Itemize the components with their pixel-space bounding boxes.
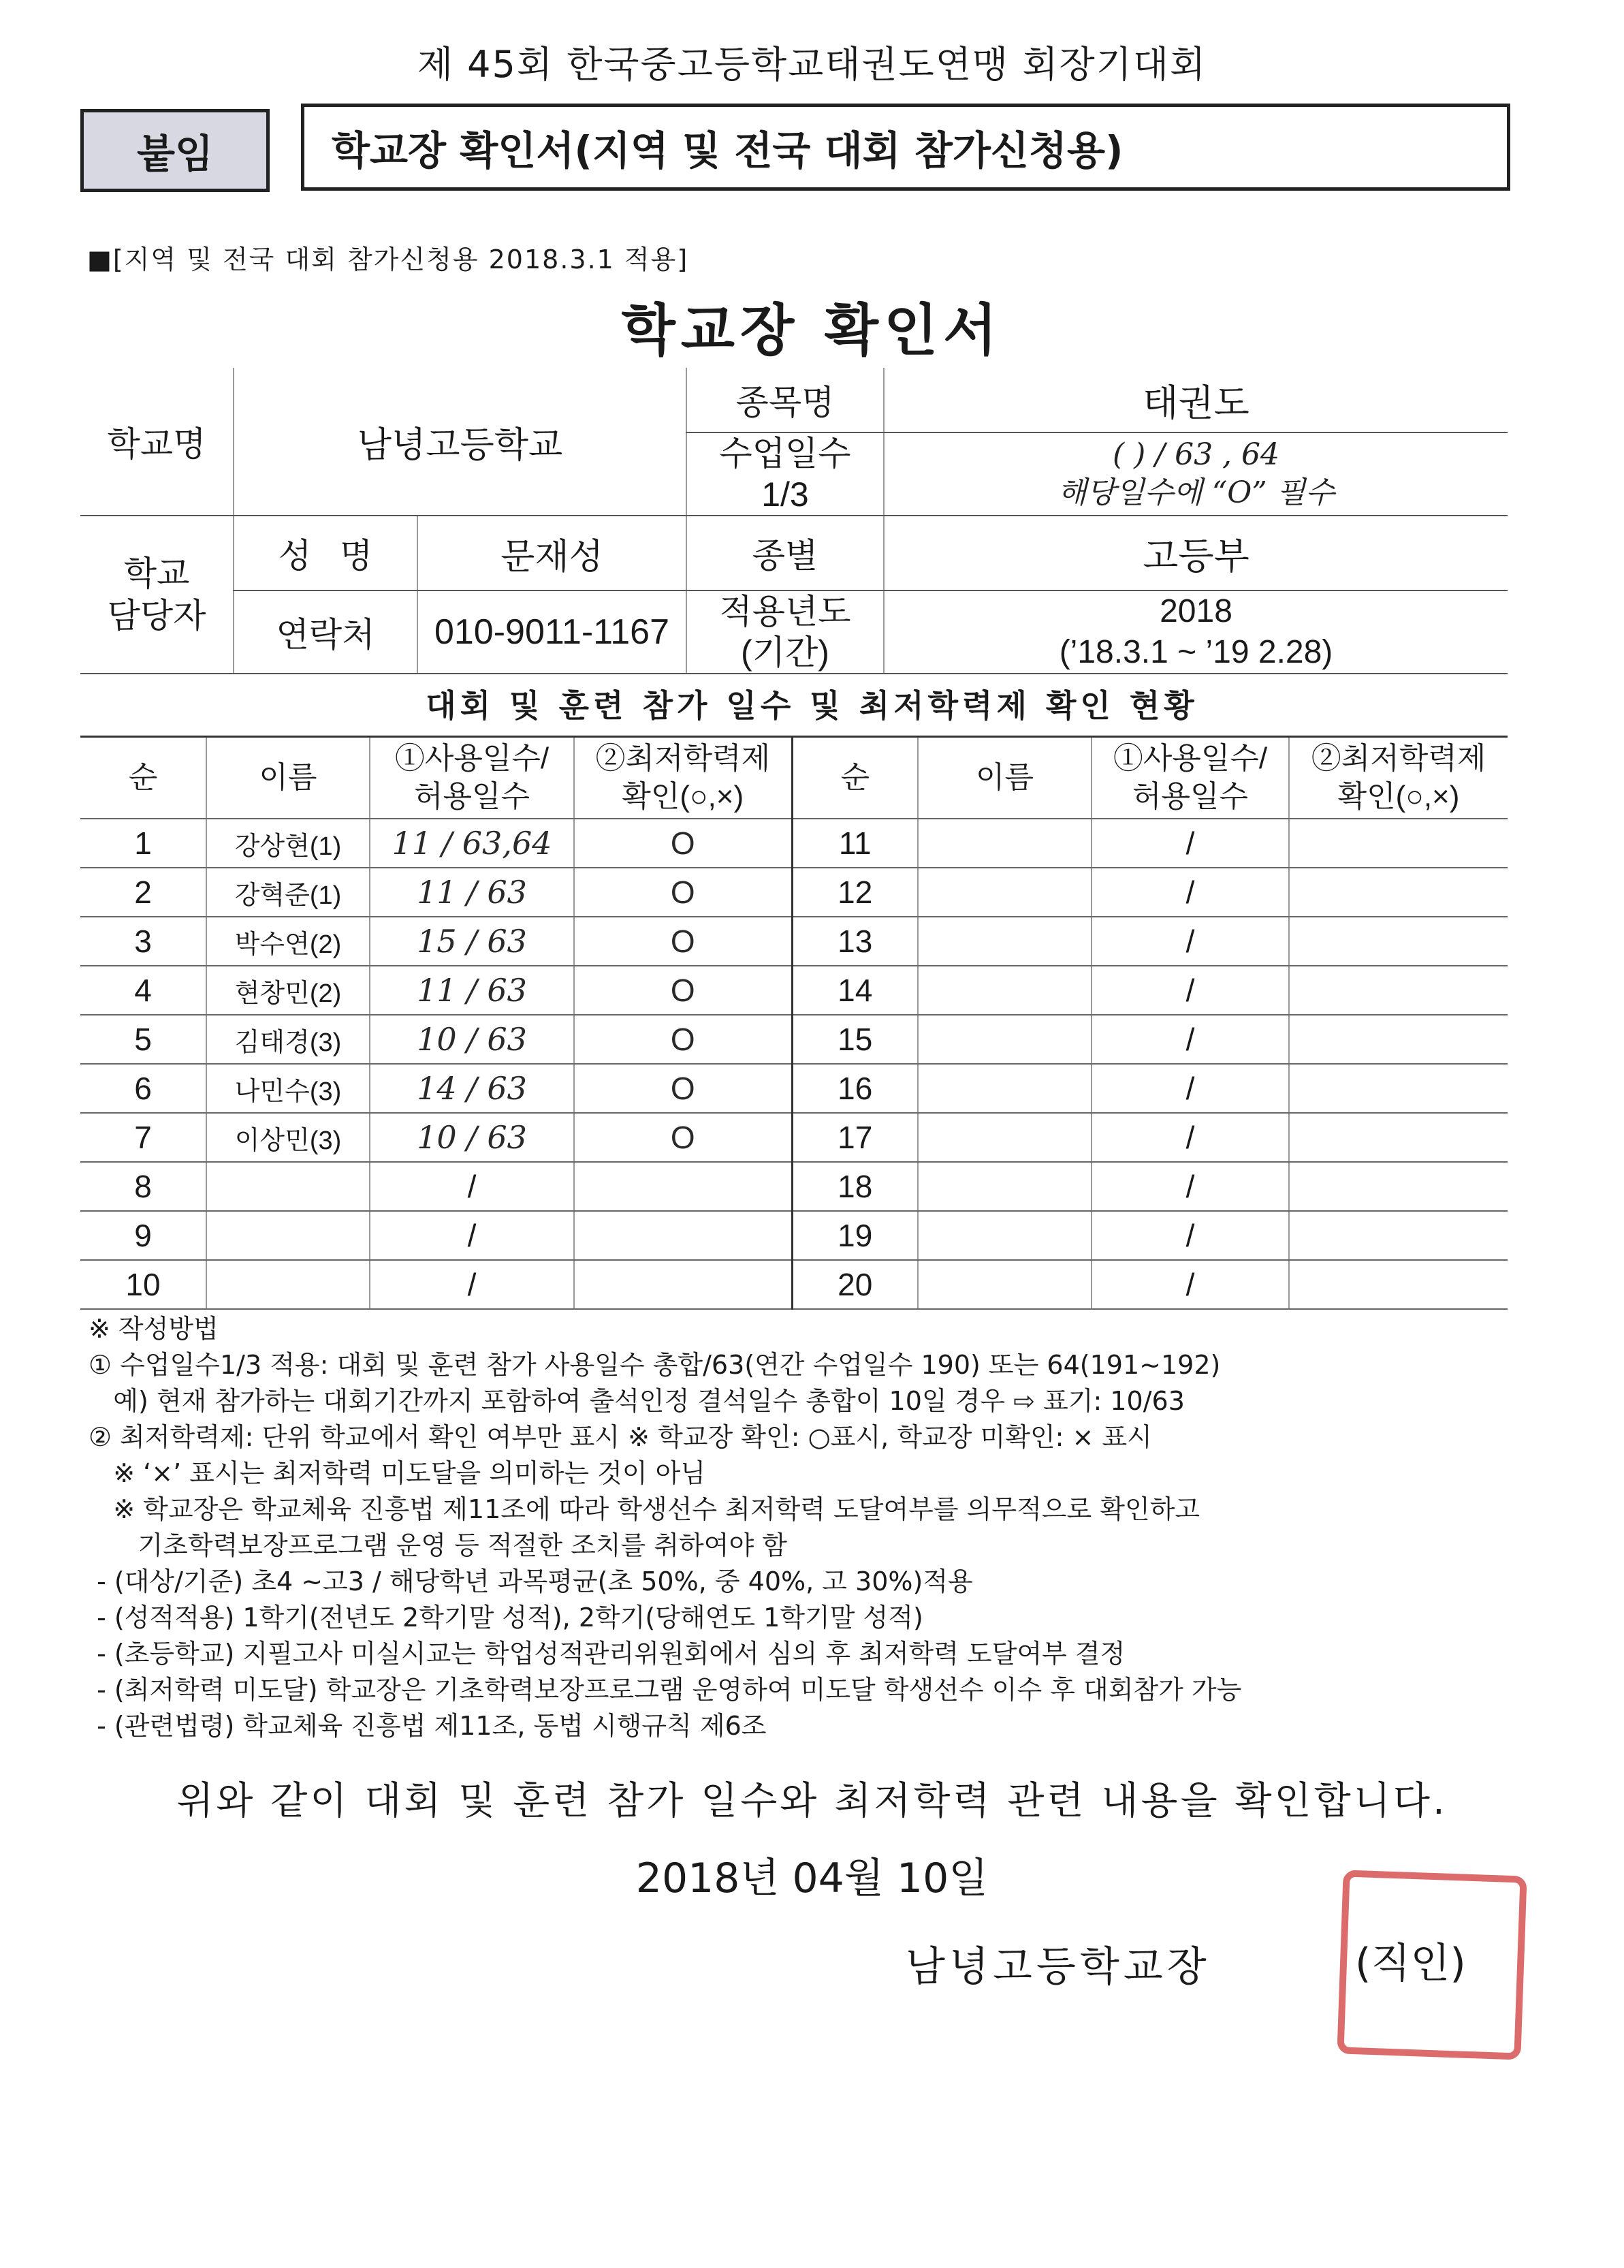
- table-row: [80, 966, 1508, 1015]
- row-no: 7: [80, 1113, 206, 1162]
- days-label: [686, 432, 884, 516]
- instruction-line: - (초등학교) 지필고사 미실시교는 학업성적관리위원회에서 심의 후 최저학력 도달여부 결정: [89, 1639, 1126, 1669]
- instruction-line: 기초학력보장프로그램 운영 등 적절한 조치를 취하여야 함: [89, 1530, 787, 1560]
- row-usage: 11 / 63: [370, 868, 574, 917]
- days-value: ( ) / 63 , 64: [1112, 437, 1280, 472]
- header-min-line2: 확인(○,×): [622, 780, 744, 813]
- instruction-line: - (대상/기준) 초4 ~고3 / 해당학년 과목평균(초 50%, 중 40%, 고 30%)적용: [89, 1566, 973, 1596]
- header-name: 이름: [206, 737, 370, 819]
- year-value: 2018: [1160, 593, 1232, 629]
- header-usage: [370, 737, 574, 819]
- table-row: [80, 1162, 1508, 1211]
- row-usage-right: /: [1092, 1015, 1289, 1064]
- header-min-right-line2: 확인(○,×): [1337, 780, 1460, 813]
- event-title: 제 45회 한국중고등학교태권도연맹 회장기대회: [417, 43, 1207, 86]
- document-title: 학교장 확인서: [621, 298, 1003, 363]
- name-value: 문재성: [417, 516, 686, 590]
- name-label: 성 명: [234, 516, 417, 590]
- header-usage-right: [1092, 737, 1289, 819]
- row-name: 김태경(3): [206, 1015, 370, 1064]
- header-no: 순: [80, 737, 206, 819]
- row-usage: 11 / 63: [370, 966, 574, 1015]
- attachment-badge: 붙임: [80, 109, 270, 192]
- header-min-line1: ②최저학력제: [595, 742, 771, 775]
- row-no: 1: [80, 819, 206, 868]
- row-check-right: [1289, 1260, 1508, 1309]
- header-min-right-line1: ②최저학력제: [1311, 742, 1486, 775]
- row-name: [206, 1162, 370, 1211]
- row-usage: 10 / 63: [370, 1113, 574, 1162]
- row-usage-right: /: [1092, 1064, 1289, 1113]
- table-row: [80, 1064, 1508, 1113]
- row-usage-right: /: [1092, 966, 1289, 1015]
- row-name-right: [918, 1260, 1092, 1309]
- row-usage: 11 / 63,64: [370, 819, 574, 868]
- manager-label-line1: 학교: [123, 554, 190, 593]
- table-row: [80, 1015, 1508, 1064]
- confirmation-statement: 위와 같이 대회 및 훈련 참가 일수와 최저학력 관련 내용을 확인합니다.: [176, 1779, 1448, 1823]
- table-row: [80, 1260, 1508, 1309]
- table-row: [80, 1113, 1508, 1162]
- table-row: [80, 868, 1508, 917]
- row-check-right: [1289, 1064, 1508, 1113]
- row-check: O: [574, 1064, 792, 1113]
- row-name: 현창민(2): [206, 966, 370, 1015]
- participation-table: [80, 736, 1508, 1310]
- row-no-right: 17: [792, 1113, 918, 1162]
- row-no: 8: [80, 1162, 206, 1211]
- row-check: O: [574, 819, 792, 868]
- row-usage-right: /: [1092, 1162, 1289, 1211]
- row-no-right: 13: [792, 917, 918, 966]
- row-check-right: [1289, 966, 1508, 1015]
- row-check-right: [1289, 868, 1508, 917]
- row-usage-right: /: [1092, 868, 1289, 917]
- row-name-right: [918, 917, 1092, 966]
- year-label-line2: (기간): [741, 633, 829, 672]
- row-no-right: 18: [792, 1162, 918, 1211]
- applicability-note: ■[지역 및 전국 대회 참가신청용 2018.3.1 적용]: [87, 245, 689, 274]
- row-no: 2: [80, 868, 206, 917]
- event-label: 종목명: [686, 368, 884, 432]
- row-usage-right: /: [1092, 1260, 1289, 1309]
- manager-label: [80, 516, 234, 674]
- row-no-right: 11: [792, 819, 918, 868]
- row-name: 강혁준(1): [206, 868, 370, 917]
- table-row: [80, 917, 1508, 966]
- school-value: 남녕고등학교: [234, 368, 686, 516]
- row-name-right: [918, 1113, 1092, 1162]
- row-check-right: [1289, 917, 1508, 966]
- instruction-line: - (성적적용) 1학기(전년도 2학기말 성적), 2학기(당해연도 1학기말 성적): [89, 1603, 923, 1633]
- row-check-right: [1289, 1162, 1508, 1211]
- header-usage-right-line2: 허용일수: [1132, 780, 1248, 813]
- table-row: [80, 1211, 1508, 1260]
- days-value-cell: [884, 432, 1508, 516]
- manager-label-line2: 담당자: [107, 597, 206, 635]
- header-usage-line2: 허용일수: [413, 780, 530, 813]
- section-title: 대회 및 훈련 참가 일수 및 최저학력제 확인 현황: [426, 687, 1198, 724]
- row-check: [574, 1162, 792, 1211]
- table-header-row: [80, 737, 1508, 819]
- row-usage: 15 / 63: [370, 917, 574, 966]
- row-check: O: [574, 1113, 792, 1162]
- row-usage-right: /: [1092, 917, 1289, 966]
- row-no-right: 15: [792, 1015, 918, 1064]
- contact-label: 연락처: [234, 590, 417, 674]
- header-name-right: 이름: [918, 737, 1092, 819]
- row-name-right: [918, 819, 1092, 868]
- school-label: 학교명: [80, 368, 234, 516]
- row-usage: /: [370, 1260, 574, 1309]
- year-value-cell: [884, 590, 1508, 674]
- instruction-line: - (최저학력 미도달) 학교장은 기초학력보장프로그램 운영하여 미도달 학생선수 이수 후 대회참가 가능: [89, 1675, 1242, 1705]
- row-check: O: [574, 868, 792, 917]
- instruction-line: - (관련법령) 학교체육 진흥법 제11조, 동법 시행규칙 제6조: [89, 1711, 767, 1741]
- row-usage: 10 / 63: [370, 1015, 574, 1064]
- row-no: 10: [80, 1260, 206, 1309]
- row-usage: /: [370, 1211, 574, 1260]
- issue-date: 2018년 04월 10일: [635, 1855, 989, 1902]
- row-check-right: [1289, 1015, 1508, 1064]
- table-row: [80, 819, 1508, 868]
- row-usage: /: [370, 1162, 574, 1211]
- header-min: [574, 737, 792, 819]
- division-label: 종별: [686, 516, 884, 590]
- row-check-right: [1289, 1211, 1508, 1260]
- row-usage-right: /: [1092, 1113, 1289, 1162]
- row-no-right: 16: [792, 1064, 918, 1113]
- instruction-line: ② 최저학력제: 단위 학교에서 확인 여부만 표시 ※ 학교장 확인: ○표시, 학교장 미확인: × 표시: [89, 1422, 1152, 1452]
- row-no: 4: [80, 966, 206, 1015]
- instructions: [89, 1311, 1546, 1744]
- row-no-right: 14: [792, 966, 918, 1015]
- row-no: 9: [80, 1211, 206, 1260]
- days-label-line1: 수업일수: [719, 435, 851, 473]
- row-name-right: [918, 1162, 1092, 1211]
- row-check: [574, 1260, 792, 1309]
- seal-label: (직인): [1355, 1940, 1466, 1987]
- form-heading: 학교장 확인서(지역 및 전국 대회 참가신청용): [301, 104, 1510, 191]
- row-usage-right: /: [1092, 819, 1289, 868]
- contact-value: 010-9011-1167: [417, 590, 686, 674]
- instruction-line: ① 수업일수1/3 적용: 대회 및 훈련 참가 사용일수 총합/63(연간 수업일수 190) 또는 64(191~192): [89, 1350, 1221, 1380]
- row-no: 3: [80, 917, 206, 966]
- row-usage-right: /: [1092, 1211, 1289, 1260]
- row-no: 6: [80, 1064, 206, 1113]
- year-label-line1: 적용년도: [719, 593, 851, 631]
- row-name-right: [918, 966, 1092, 1015]
- header-no-right: 순: [792, 737, 918, 819]
- row-name-right: [918, 1064, 1092, 1113]
- row-name: 박수연(2): [206, 917, 370, 966]
- instruction-line: ※ 작성방법: [89, 1314, 219, 1344]
- row-no-right: 20: [792, 1260, 918, 1309]
- days-label-line2: 1/3: [761, 475, 809, 514]
- row-name-right: [918, 1211, 1092, 1260]
- days-note: 해당일수에 “O” 필수: [1057, 475, 1335, 510]
- row-name: [206, 1211, 370, 1260]
- row-no-right: 19: [792, 1211, 918, 1260]
- instruction-line: 예) 현재 참가하는 대회기간까지 포함하여 출석인정 결석일수 총합이 10일 경우 ⇨ 표기: 10/63: [89, 1386, 1185, 1416]
- header-min-right: [1289, 737, 1508, 819]
- header-usage-right-line1: ①사용일수/: [1113, 742, 1268, 775]
- row-name: 강상현(1): [206, 819, 370, 868]
- row-name: 이상민(3): [206, 1113, 370, 1162]
- row-name-right: [918, 868, 1092, 917]
- row-name: 나민수(3): [206, 1064, 370, 1113]
- row-check: O: [574, 917, 792, 966]
- row-check-right: [1289, 819, 1508, 868]
- instruction-line: ※ 학교장은 학교체육 진흥법 제11조에 따라 학생선수 최저학력 도달여부를 의무적으로 확인하고: [89, 1494, 1200, 1524]
- row-usage: 14 / 63: [370, 1064, 574, 1113]
- row-check: O: [574, 966, 792, 1015]
- row-no: 5: [80, 1015, 206, 1064]
- row-no-right: 12: [792, 868, 918, 917]
- division-value: 고등부: [884, 516, 1508, 590]
- row-check: [574, 1211, 792, 1260]
- principal-signature: 남녕고등학교장: [906, 1943, 1211, 1991]
- row-check: O: [574, 1015, 792, 1064]
- info-table: [80, 368, 1508, 674]
- instruction-line: ※ ‘×’ 표시는 최저학력 미도달을 의미하는 것이 아님: [89, 1458, 706, 1488]
- header-usage-line1: ①사용일수/: [394, 742, 550, 775]
- event-value: 태권도: [884, 368, 1508, 432]
- row-name-right: [918, 1015, 1092, 1064]
- row-name: [206, 1260, 370, 1309]
- row-check-right: [1289, 1113, 1508, 1162]
- year-label: [686, 590, 884, 674]
- year-period: (’18.3.1 ~ ’19 2.28): [1059, 634, 1333, 670]
